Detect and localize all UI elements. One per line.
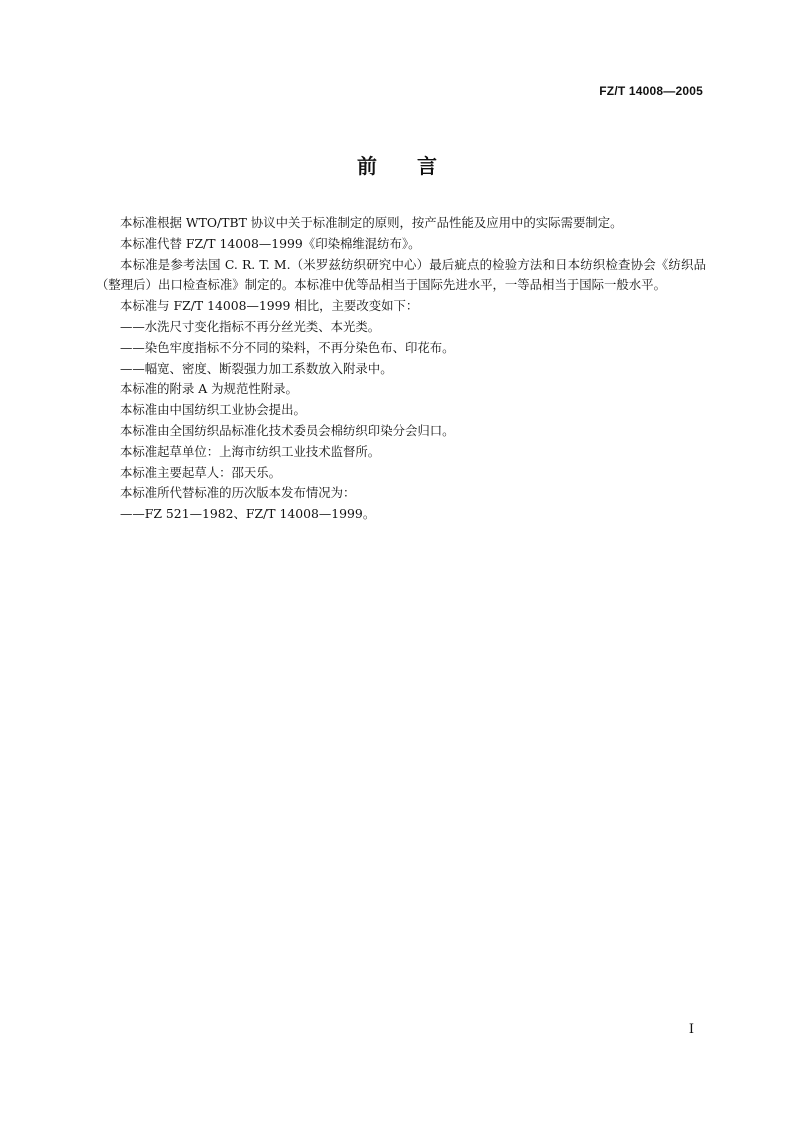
history-item: ——FZ 521—1982、FZ/T 14008—1999。 — [120, 506, 376, 522]
paragraph-committee: 本标准由全国纺织品标准化技术委员会棉纺织印染分会归口。 — [120, 422, 455, 438]
preface-body — [96, 213, 706, 525]
paragraph-drafter: 本标准主要起草人：邵天乐。 — [120, 464, 282, 480]
change-item-washing: ——水洗尺寸变化指标不再分丝光类、本光类。 — [120, 318, 381, 334]
paragraph-basis: 本标准根据 WTO/TBT 协议中关于标准制定的原则，按产品性能及应用中的实际需要制定。 — [120, 215, 623, 230]
page-number: I — [688, 1022, 694, 1037]
paragraph-replaces: 本标准代替 FZ/T 14008—1999《印染棉维混纺布》。 — [120, 235, 421, 251]
standard-number: FZ/T 14008—2005 — [599, 84, 703, 98]
paragraph-history-intro: 本标准所代替标准的历次版本发布情况为： — [120, 485, 356, 501]
page-title: 前言 — [357, 154, 477, 178]
paragraph-reference: 本标准是参考法国 C. R. T. M.（米罗兹纺织研究中心）最后疵点的检验方法和日本纺织检查协会《纺织品（整理后）出口检查标准》制定的。本标准中优等品相当于国际先进水平，一等品相当于国际一般水平。 — [96, 256, 706, 293]
paragraph-changes-intro: 本标准与 FZ/T 14008—1999 相比，主要改变如下： — [120, 298, 419, 314]
paragraph-annex: 本标准的附录 A 为规范性附录。 — [120, 381, 298, 397]
paragraph-proposer: 本标准由中国纺织工业协会提出。 — [120, 402, 306, 418]
paragraph-drafting-unit: 本标准起草单位：上海市纺织工业技术监督所。 — [120, 443, 381, 459]
change-item-colorfastness: ——染色牢度指标不分不同的染料，不再分染色布、印花布。 — [120, 339, 455, 355]
change-item-appendix: ——幅宽、密度、断裂强力加工系数放入附录中。 — [120, 360, 393, 376]
